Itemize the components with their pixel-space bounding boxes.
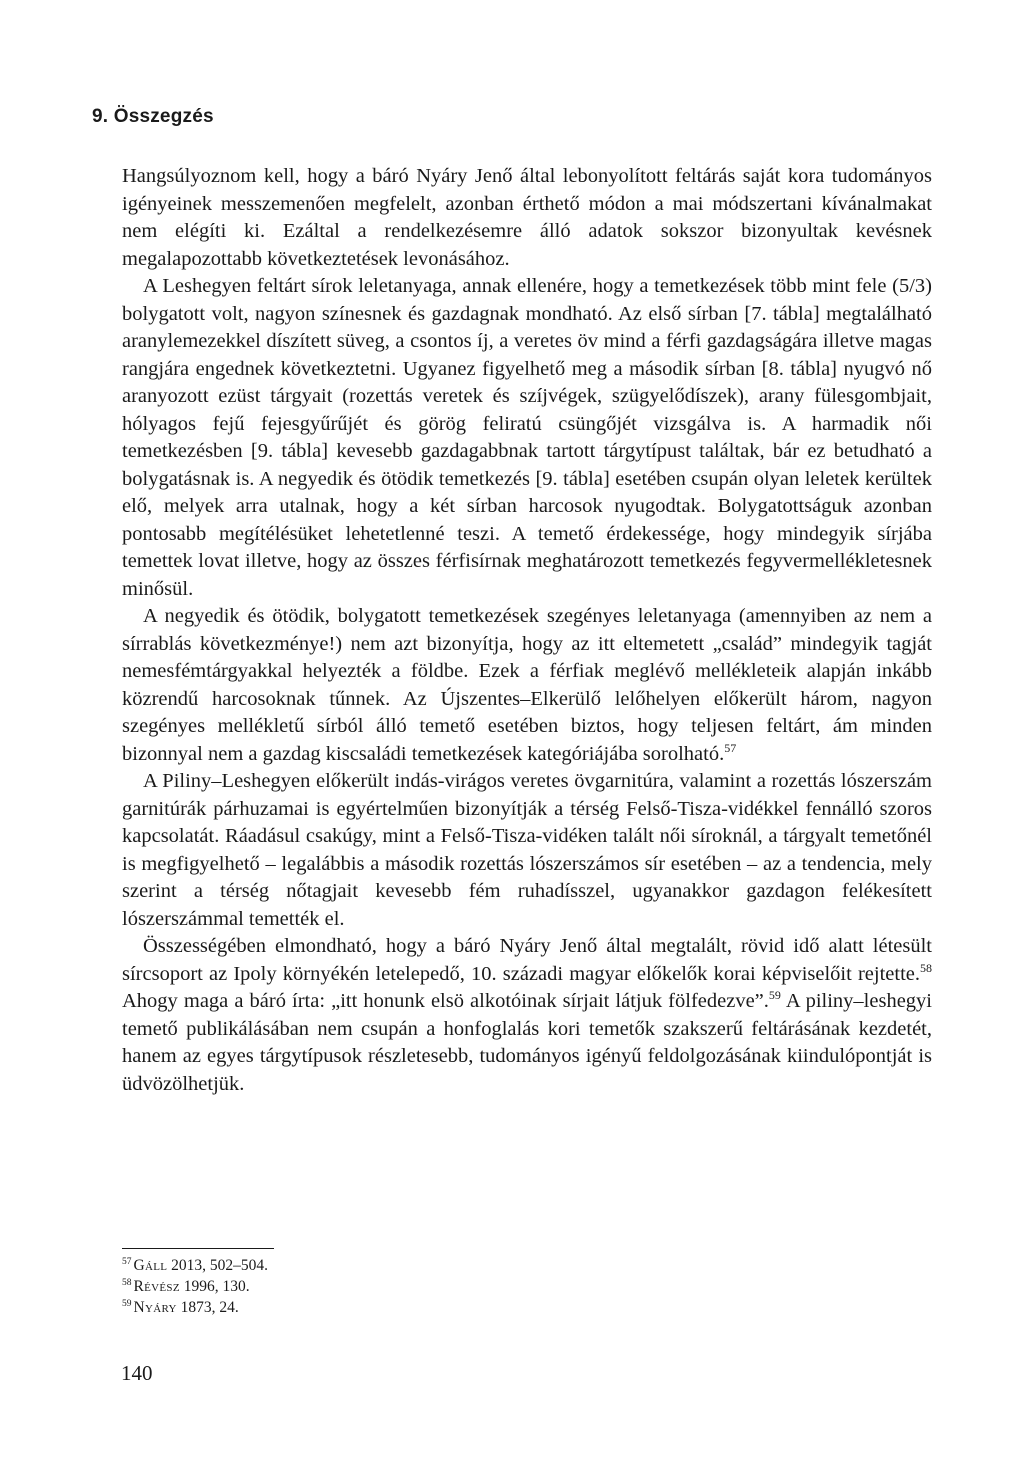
- footnote-reference[interactable]: 58: [920, 960, 932, 975]
- footnote: [122, 1297, 268, 1318]
- footnote-reference[interactable]: 59: [768, 988, 781, 1003]
- footnote: [122, 1255, 268, 1276]
- body-text: [122, 163, 932, 1098]
- footnote: [122, 1276, 268, 1297]
- paragraph: [122, 603, 932, 768]
- paragraph-text: Összességében elmondható, hogy a báró Nyáry Jenő által megtalált, rövid idő alatt létesült sírcsoport az Ipoly környékén letelepedő, 10. századi magyar előkelők korai képviselőit rejtette.: [122, 935, 932, 985]
- paragraph: [122, 163, 932, 273]
- footnote-reference-text: 2013, 502–504.: [167, 1257, 269, 1274]
- paragraph-text: A Piliny–Leshegyen előkerült indás-virágos veretes övgarnitúra, valamint a rozettás lószerszám garnitúrák párhuzamai is egyértelműen bizonyítják a térség Felső-Tisza-vidékkel fennálló szoros kapcsolatát. Ráadásul csakúgy, mint a Felső-Tisza-vidéken talált női síroknál, a tárgyalt temetőnél is megfigyelhető – legalábbis a második rozettás lószerszámos sír esetében – az a tendencia, mely szerint a térség nőtagjait kevesebb fém ruhadísszel, ugyanakkor gazdagon felékesített lószerszámmal temették el.: [122, 770, 932, 930]
- footnote-number: 57: [122, 1256, 132, 1267]
- section-heading: 9. Összegzés: [92, 106, 214, 127]
- page-number: 140: [121, 1361, 153, 1385]
- footnote-reference[interactable]: 57: [724, 740, 737, 755]
- footnote-author: Nyáry: [133, 1299, 177, 1316]
- footnote-reference-text: 1873, 24.: [176, 1299, 239, 1316]
- footnote-number: 59: [122, 1298, 132, 1309]
- paragraph-text: Hangsúlyoznom kell, hogy a báró Nyáry Jenő által lebonyolított feltárás saját kora tudományos igényeinek messzemenően megfelelt, azonban érthető módon a mai módszertani kívánalmakat nem elégíti ki. Ezáltal a rendelkezésemre álló adatok sokszor bizonyultak kevésnek megalapozottabb következtetések levonásához.: [122, 165, 932, 270]
- paragraph: [122, 933, 932, 1098]
- paragraph: [122, 273, 932, 603]
- footnotes: [122, 1255, 268, 1318]
- footnote-author: Gáll: [133, 1257, 168, 1274]
- paragraph-text: A Leshegyen feltárt sírok leletanyaga, annak ellenére, hogy a temetkezések több mint fele (5/3) bolygatott volt, nagyon színesnek és gazdagnak mondható. Az első sírban [7. tábla] megtalálható aranylemezekkel díszített süveg, a csontos íj, a veretes öv mind a férfi gazdagságára illetve magas rangjára engednek következtetni. Ugyanez figyelhető meg a második sírban [8. tábla] nyugvó nő aranyozott ezüst tárgyait (rozettás veretek és szíjvégek, szügyelődíszek), arany fülesgombjait, hólyagos fejű fejesgyűrűjét és görög feliratú csüngőjét vizsgálva is. A harmadik női temetkezésben [9. tábla] kevesebb gazdagabbnak tartott tárgytípust találtak, bár ez betudható a bolygatásnak is. A negyedik és ötödik temetkezés [9. tábla] esetében csupán olyan leletek kerültek elő, melyek arra utalnak, hogy a két sírban harcosok nyugodtak. Bolygatottságuk azonban pontosabb megítélésüket lehetetlenné teszi. A temető érdekessége, hogy mindegyik sírjába temettek lovat illetve, hogy az összes férfisírnak meghatározott temetkezés fegyvermellékletesnek minősül.: [122, 275, 932, 600]
- footnote-reference-text: 1996, 130.: [179, 1278, 250, 1295]
- paragraph: [122, 768, 932, 933]
- footnote-number: 58: [122, 1277, 132, 1288]
- footnote-divider: [122, 1248, 274, 1249]
- paragraph-text: A negyedik és ötödik, bolygatott temetkezések szegényes leletanyaga (amennyiben az nem a sírrablás következménye!) nem azt bizonyítja, hogy az itt eltemetett „család” mindegyik tagját nemesfémtárgyakkal helyezték a földbe. Ezek a férfiak meglévő mellékleteik alapján inkább közrendű harcosoknak tűnnek. Az Újszentes–Elkerülő lelőhelyen előkerült három, nagyon szegényes mellékletű sírból álló temető esetében biztos, hogy teljesen feltárt, ám minden bizonnyal nem a gazdag kiscsaládi temetkezések kategóriájába sorolható.: [122, 605, 932, 765]
- paragraph-text: Ahogy maga a báró írta: „itt honunk elsö alkotóinak sírjait látjuk fölfedezve”.: [122, 990, 769, 1012]
- footnote-author: Révész: [133, 1278, 180, 1295]
- paragraph-text: A piliny–leshegyi temető publikálásában nem csupán a honfoglalás kori temetők szakszerű feltárásának kezdetét, hanem az egyes tárgytípusok részletesebb, tudományos igényű feldolgozásának kiindulópontját is üdvözölhetjük.: [122, 990, 932, 1095]
